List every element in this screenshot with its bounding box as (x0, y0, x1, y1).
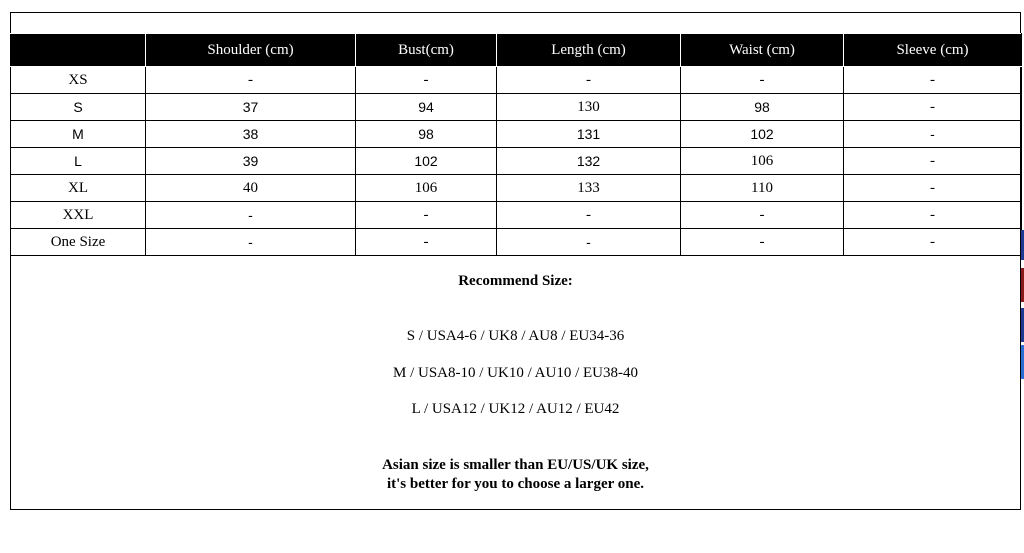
table-cell: 131 (497, 121, 681, 148)
table-cell: 110 (681, 175, 844, 202)
header-size (11, 34, 146, 67)
header-bust: Bust(cm) (356, 34, 497, 67)
table-cell: 106 (681, 148, 844, 175)
table-row (11, 202, 1022, 229)
header-shoulder: Shoulder (cm) (146, 34, 356, 67)
table-cell: - (844, 94, 1022, 121)
table-header-row (11, 34, 1022, 67)
table-cell: - (844, 67, 1022, 94)
table-cell: 102 (356, 148, 497, 175)
table-row (11, 121, 1022, 148)
size-label: S (11, 94, 146, 121)
table-cell: - (844, 148, 1022, 175)
table-cell: 106 (356, 175, 497, 202)
table-cell: - (681, 229, 844, 256)
table-cell: 39 (146, 148, 356, 175)
table-cell: - (497, 229, 681, 256)
table-cell: - (681, 202, 844, 229)
table-cell: 133 (497, 175, 681, 202)
size-label: XL (11, 175, 146, 202)
table-cell: - (844, 175, 1022, 202)
table-cell: - (497, 67, 681, 94)
size-table (10, 33, 1022, 256)
recommend-line-l: L / USA12 / UK12 / AU12 / EU42 (411, 401, 620, 417)
size-label: XXL (11, 202, 146, 229)
table-cell: 94 (356, 94, 497, 121)
recommend-title: Recommend Size: (458, 273, 573, 289)
table-row (11, 94, 1022, 121)
recommend-line-m: M / USA8-10 / UK10 / AU10 / EU38-40 (392, 365, 638, 381)
size-label: One Size (11, 229, 146, 256)
table-cell: 38 (146, 121, 356, 148)
size-label: L (11, 148, 146, 175)
table-row (11, 175, 1022, 202)
table-cell: - (356, 67, 497, 94)
table-cell: 40 (146, 175, 356, 202)
table-cell: 130 (497, 94, 681, 121)
size-label: M (11, 121, 146, 148)
size-note-line-2: it's better for you to choose a larger one. (386, 476, 645, 492)
recommend-line-s: S / USA4-6 / UK8 / AU8 / EU34-36 (406, 328, 625, 344)
table-cell: - (146, 229, 356, 256)
size-note (10, 456, 1021, 494)
table-cell: - (146, 202, 356, 229)
table-cell: - (844, 202, 1022, 229)
table-cell: 102 (681, 121, 844, 148)
table-row (11, 67, 1022, 94)
table-row (11, 229, 1022, 256)
table-cell: - (146, 67, 356, 94)
table-cell: - (497, 202, 681, 229)
table-cell: - (356, 202, 497, 229)
header-sleeve: Sleeve (cm) (844, 34, 1022, 67)
size-label: XS (11, 67, 146, 94)
table-cell: 132 (497, 148, 681, 175)
table-cell: - (356, 229, 497, 256)
header-length: Length (cm) (497, 34, 681, 67)
size-note-line-1: Asian size is smaller than EU/US/UK size, (382, 457, 649, 473)
table-row (11, 148, 1022, 175)
table-cell: 98 (681, 94, 844, 121)
table-cell: - (681, 67, 844, 94)
table-cell: - (844, 121, 1022, 148)
header-waist: Waist (cm) (681, 34, 844, 67)
table-cell: - (844, 229, 1022, 256)
table-cell: 98 (356, 121, 497, 148)
table-cell: 37 (146, 94, 356, 121)
